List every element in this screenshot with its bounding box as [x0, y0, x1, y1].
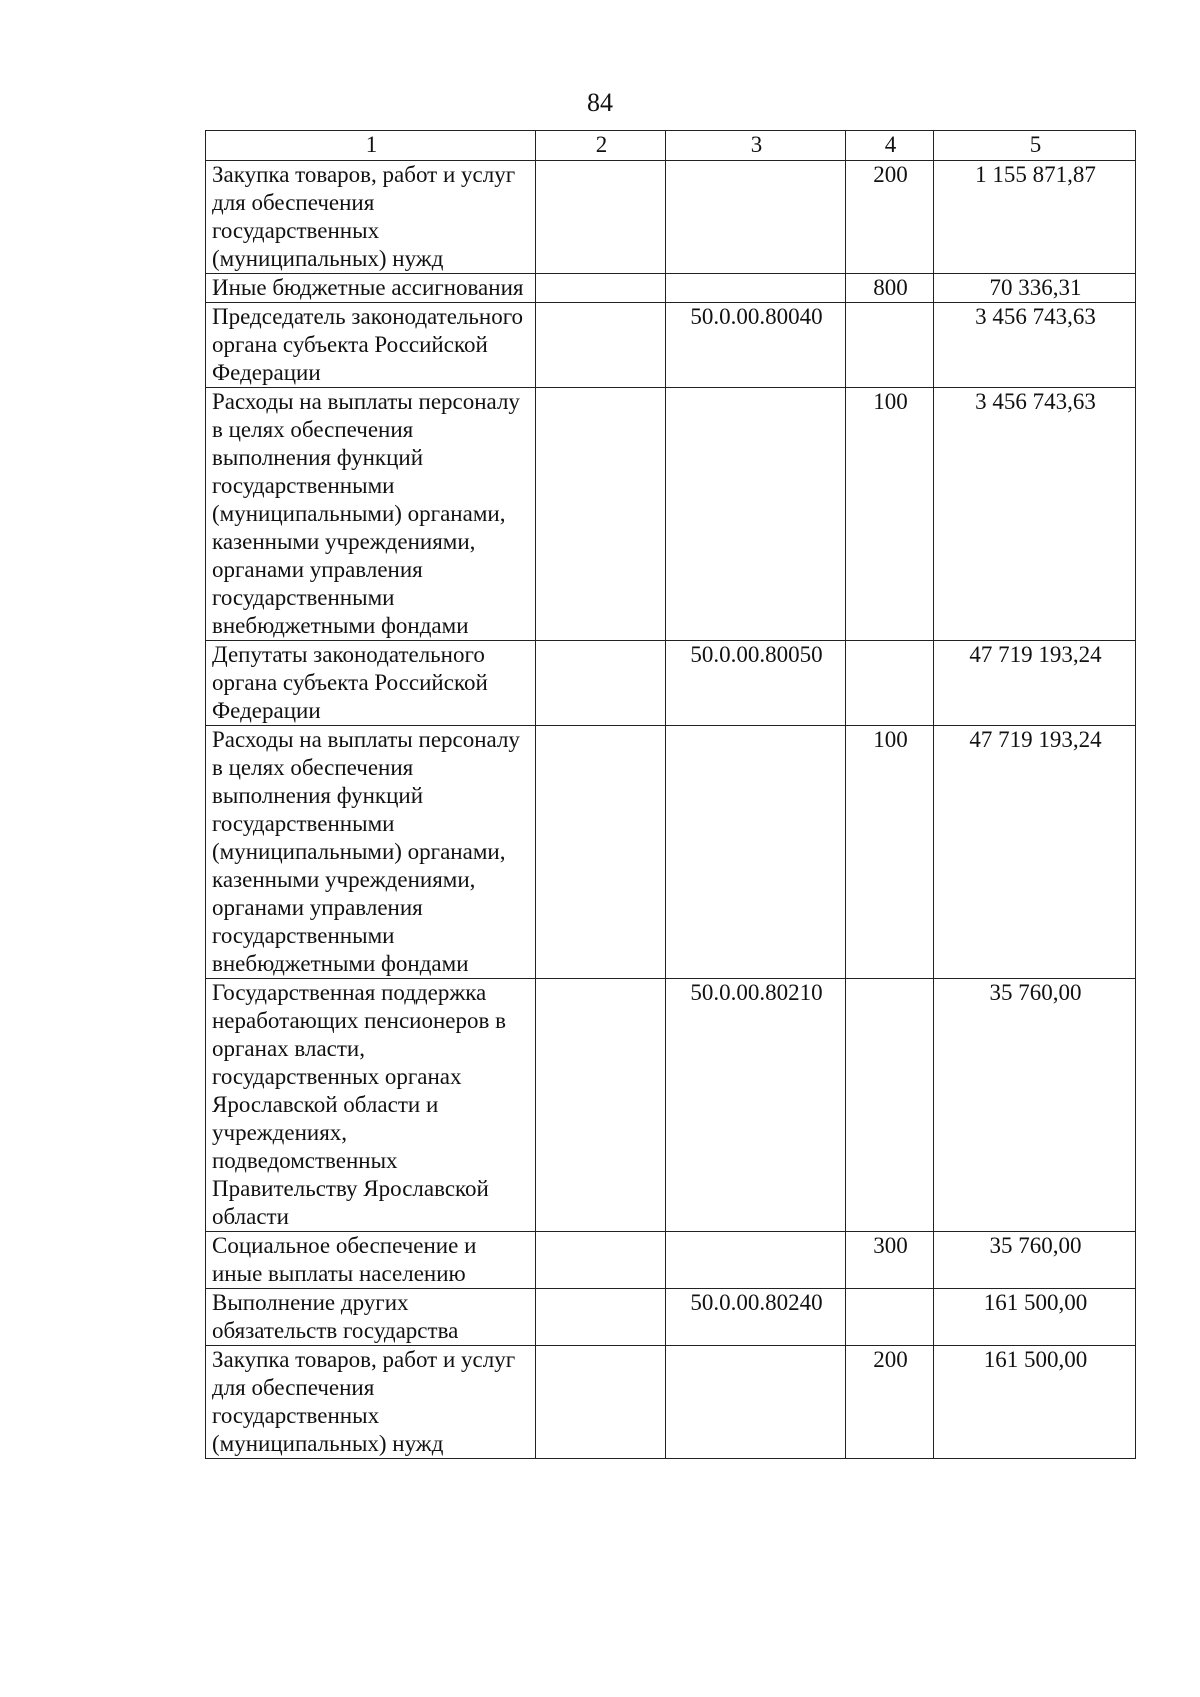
table-row	[206, 274, 1136, 303]
table-row	[206, 726, 1136, 979]
table-row	[206, 1232, 1136, 1289]
table-row	[206, 1346, 1136, 1459]
header-cell-3: 3	[666, 131, 846, 161]
row-section-cell	[536, 161, 666, 274]
row-target-cell	[666, 274, 846, 303]
row-section-cell	[536, 1289, 666, 1346]
row-type-cell: 100	[846, 726, 934, 979]
row-name-cell: Расходы на выплаты персоналу в целях обеспечения выполнения функций государственными (муниципальными) органами, казенными учреждениями, органами управления государственными внебюджетными фондами	[206, 388, 536, 641]
row-type-cell	[846, 979, 934, 1232]
row-name-cell: Закупка товаров, работ и услуг для обеспечения государственных (муниципальных) нужд	[206, 161, 536, 274]
row-type-cell	[846, 641, 934, 726]
row-type-cell: 100	[846, 388, 934, 641]
row-amount-cell: 35 760,00	[934, 1232, 1136, 1289]
row-target-cell: 50.0.00.80040	[666, 303, 846, 388]
header-row	[206, 131, 1136, 161]
row-type-cell: 200	[846, 1346, 934, 1459]
row-name-cell: Государственная поддержка неработающих пенсионеров в органах власти, государственных органах Ярославской области и учреждениях, подведомственных Правительству Ярославской области	[206, 979, 536, 1232]
table-row	[206, 641, 1136, 726]
row-target-cell	[666, 1346, 846, 1459]
row-amount-cell: 35 760,00	[934, 979, 1136, 1232]
table-row	[206, 1289, 1136, 1346]
table-row	[206, 979, 1136, 1232]
row-section-cell	[536, 303, 666, 388]
row-target-cell	[666, 1232, 846, 1289]
table-row	[206, 303, 1136, 388]
row-target-cell	[666, 726, 846, 979]
row-amount-cell: 161 500,00	[934, 1346, 1136, 1459]
header-cell-5: 5	[934, 131, 1136, 161]
row-amount-cell: 161 500,00	[934, 1289, 1136, 1346]
row-amount-cell: 47 719 193,24	[934, 726, 1136, 979]
header-cell-4: 4	[846, 131, 934, 161]
row-target-cell	[666, 161, 846, 274]
row-amount-cell: 47 719 193,24	[934, 641, 1136, 726]
row-name-cell: Расходы на выплаты персоналу в целях обеспечения выполнения функций государственными (муниципальными) органами, казенными учреждениями, органами управления государственными внебюджетными фондами	[206, 726, 536, 979]
header-cell-2: 2	[536, 131, 666, 161]
page-number: 84	[587, 88, 613, 117]
row-section-cell	[536, 388, 666, 641]
row-section-cell	[536, 641, 666, 726]
row-target-cell	[666, 388, 846, 641]
row-amount-cell: 3 456 743,63	[934, 388, 1136, 641]
table-row	[206, 161, 1136, 274]
row-type-cell: 800	[846, 274, 934, 303]
row-target-cell: 50.0.00.80210	[666, 979, 846, 1232]
row-section-cell	[536, 274, 666, 303]
row-type-cell: 200	[846, 161, 934, 274]
row-target-cell: 50.0.00.80240	[666, 1289, 846, 1346]
table-row	[206, 388, 1136, 641]
row-amount-cell: 70 336,31	[934, 274, 1136, 303]
row-section-cell	[536, 979, 666, 1232]
header-cell-1: 1	[206, 131, 536, 161]
row-amount-cell: 1 155 871,87	[934, 161, 1136, 274]
row-target-cell: 50.0.00.80050	[666, 641, 846, 726]
row-name-cell: Закупка товаров, работ и услуг для обеспечения государственных (муниципальных) нужд	[206, 1346, 536, 1459]
row-type-cell: 300	[846, 1232, 934, 1289]
row-name-cell: Председатель законодательного органа субъекта Российской Федерации	[206, 303, 536, 388]
row-name-cell: Социальное обеспечение и иные выплаты населению	[206, 1232, 536, 1289]
row-section-cell	[536, 1346, 666, 1459]
budget-table	[205, 130, 1136, 1459]
row-type-cell	[846, 303, 934, 388]
row-section-cell	[536, 1232, 666, 1289]
row-name-cell: Иные бюджетные ассигнования	[206, 274, 536, 303]
row-type-cell	[846, 1289, 934, 1346]
row-section-cell	[536, 726, 666, 979]
row-name-cell: Депутаты законодательного органа субъекта Российской Федерации	[206, 641, 536, 726]
row-amount-cell: 3 456 743,63	[934, 303, 1136, 388]
row-name-cell: Выполнение других обязательств государства	[206, 1289, 536, 1346]
